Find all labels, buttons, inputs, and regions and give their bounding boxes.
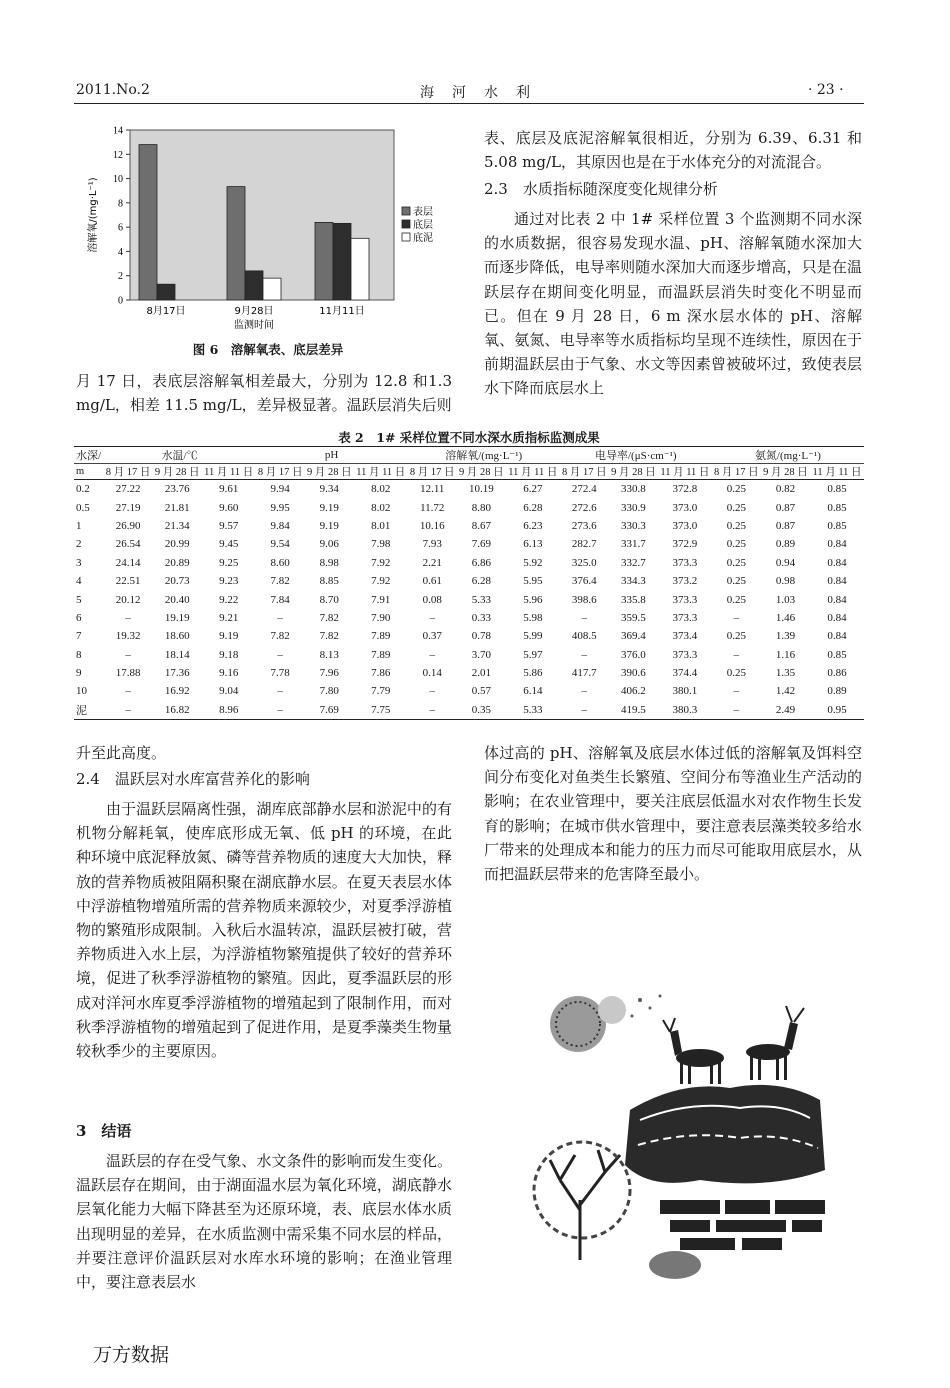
value-cell: 8.85	[319, 575, 339, 588]
value-cell: 8.13	[319, 648, 339, 661]
depth-cell: 3	[76, 556, 82, 569]
value-cell: 7.92	[371, 575, 391, 588]
date-header: 8 月 17 日	[104, 464, 153, 480]
value-cell: 0.87	[775, 501, 796, 514]
value-cell: 6.13	[523, 538, 543, 551]
table-row	[74, 590, 864, 608]
value-cell: 398.6	[571, 593, 597, 606]
value-cell: 0.89	[827, 685, 847, 698]
value-cell: 0.86	[827, 667, 847, 680]
value-cell: 0.25	[726, 575, 746, 588]
legend-swatch	[402, 233, 410, 241]
value-cell: 9.23	[219, 575, 239, 588]
value-cell: 335.8	[621, 593, 646, 606]
value-cell: 6.23	[523, 519, 543, 532]
bar-表层	[315, 222, 333, 300]
value-cell: 1.46	[775, 611, 796, 624]
value-cell: 376.4	[571, 575, 597, 588]
value-cell: 0.14	[422, 667, 442, 680]
value-cell: –	[125, 685, 131, 698]
dissolved-oxygen-bar-chart	[82, 120, 454, 338]
value-cell: 0.25	[726, 556, 746, 569]
value-cell: 0.84	[827, 556, 847, 569]
bar-底泥	[263, 278, 281, 300]
figure-6	[82, 120, 454, 338]
value-cell: 9.19	[319, 501, 339, 514]
value-cell: 359.5	[621, 611, 646, 624]
value-cell: 0.89	[775, 538, 796, 551]
date-header: 11 月 11 日	[506, 464, 560, 480]
depth-cell: 8	[76, 648, 82, 661]
value-cell: 7.86	[371, 667, 391, 680]
depth-cell: 9	[76, 667, 82, 680]
value-cell: 6.28	[523, 501, 543, 514]
value-cell: 11.72	[420, 501, 445, 514]
bar-底层	[245, 271, 263, 300]
value-cell: 1.42	[775, 685, 796, 698]
value-cell: 8.96	[202, 701, 256, 720]
deer-landscape-icon	[520, 960, 860, 1290]
value-cell: 408.5	[571, 630, 597, 643]
bar-底泥	[351, 238, 369, 300]
value-cell: –	[429, 648, 435, 661]
value-cell: 6.28	[471, 575, 491, 588]
value-cell: 0.33	[471, 611, 491, 624]
y-tick-label: 12	[113, 149, 123, 161]
right-top-paragraph-1: 表、底层及底泥溶解氧很相近，分别为 6.39、6.31 和 5.08 mg/L，其原因也是在于水体充分的对流混合。	[484, 129, 862, 172]
value-cell: –	[712, 701, 761, 720]
value-cell: –	[560, 701, 609, 720]
depth-unit-header: m	[74, 464, 104, 480]
value-cell: 27.19	[115, 501, 141, 514]
value-cell: –	[733, 611, 740, 624]
value-cell: 369.4	[621, 630, 646, 643]
value-cell: 21.81	[164, 501, 190, 514]
value-cell: 331.7	[621, 538, 646, 551]
depth-cell: 6	[76, 611, 82, 624]
value-cell: 330.9	[621, 501, 646, 514]
value-cell: –	[429, 611, 435, 624]
legend-swatch	[402, 220, 410, 228]
value-cell: 373.3	[672, 648, 698, 661]
value-cell: 10.16	[419, 519, 445, 532]
value-cell: 9.19	[219, 630, 239, 643]
value-cell: 7.84	[270, 593, 290, 606]
value-cell: 24.14	[115, 556, 141, 569]
value-cell: 5.96	[523, 593, 543, 606]
value-cell: 7.69	[305, 701, 354, 720]
value-cell: 19.19	[164, 611, 190, 624]
group-header-dissolved-oxygen: 溶解氧/(mg·L⁻¹)	[408, 447, 560, 464]
value-cell: 0.61	[422, 575, 442, 588]
table-row	[74, 480, 864, 499]
value-cell: 20.73	[164, 575, 190, 588]
value-cell: –	[277, 685, 283, 698]
value-cell: 7.93	[422, 538, 442, 551]
table-row	[74, 517, 864, 535]
value-cell: –	[581, 685, 588, 698]
value-cell: 372.8	[672, 483, 698, 496]
value-cell: 17.88	[115, 667, 141, 680]
value-cell: 18.14	[164, 648, 190, 661]
value-cell: 2.01	[471, 667, 491, 680]
depth-cell: 0.2	[76, 483, 90, 496]
value-cell: 5.33	[471, 593, 491, 606]
date-header: 8 月 17 日	[712, 464, 761, 480]
value-cell: –	[256, 701, 305, 720]
value-cell: 5.86	[523, 667, 543, 680]
value-cell: 419.5	[609, 701, 658, 720]
value-cell: 9.22	[219, 593, 239, 606]
section-2-4-heading: 2.4 温跃层对水库富营养化的影响	[76, 770, 310, 788]
value-cell: 7.82	[270, 630, 290, 643]
table-row	[74, 664, 864, 682]
value-cell: 0.98	[775, 575, 796, 588]
value-cell: 2.21	[422, 556, 442, 569]
value-cell: 5.95	[523, 575, 543, 588]
y-axis-label: 溶解氧/(mg·L⁻¹)	[88, 177, 99, 253]
date-header: 11 月 11 日	[658, 464, 712, 480]
value-cell: 9.25	[219, 556, 239, 569]
legend-label: 底层	[413, 220, 433, 231]
value-cell: 9.21	[219, 611, 239, 624]
x-tick-label: 9月28日	[234, 306, 274, 317]
y-tick-label: 10	[113, 174, 123, 186]
value-cell: 0.85	[827, 501, 847, 514]
value-cell: –	[733, 685, 740, 698]
date-header: 9 月 28 日	[153, 464, 202, 480]
value-cell: 332.7	[621, 556, 646, 569]
value-cell: 272.6	[571, 501, 597, 514]
value-cell: 373.0	[672, 501, 698, 514]
value-cell: 0.84	[827, 538, 847, 551]
value-cell: 7.80	[319, 685, 339, 698]
legend-swatch	[402, 207, 410, 215]
value-cell: –	[429, 685, 435, 698]
table-row	[74, 701, 864, 720]
value-cell: 373.4	[672, 630, 698, 643]
bar-表层	[139, 145, 157, 300]
value-cell: 6.86	[471, 556, 491, 569]
date-header: 9 月 28 日	[305, 464, 354, 480]
value-cell: 1.35	[775, 667, 796, 680]
x-axis-label: 监测时间	[234, 320, 274, 331]
value-cell: 0.25	[726, 538, 746, 551]
depth-cell: 2	[76, 538, 82, 551]
table-row	[74, 627, 864, 645]
value-cell: 7.75	[354, 701, 408, 720]
value-cell: 0.85	[827, 483, 847, 496]
value-cell: 0.25	[726, 667, 746, 680]
value-cell: 9.34	[319, 483, 339, 496]
value-cell: 9.60	[219, 501, 239, 514]
value-cell: 0.85	[827, 519, 847, 532]
date-header: 11 月 11 日	[202, 464, 256, 480]
header-journal-name: 海 河 水 利	[420, 85, 532, 101]
value-cell: 26.90	[115, 519, 141, 532]
value-cell: 18.60	[164, 630, 190, 643]
value-cell: 0.85	[827, 648, 847, 661]
value-cell: 9.06	[319, 538, 339, 551]
value-cell: 22.51	[115, 575, 141, 588]
value-cell: –	[125, 648, 131, 661]
section-3-heading: 3 结语	[76, 1122, 132, 1140]
bar-底层	[157, 284, 175, 300]
date-header: 9 月 28 日	[609, 464, 658, 480]
date-header: 11 月 11 日	[810, 464, 864, 480]
value-cell: 7.90	[371, 611, 391, 624]
value-cell: 0.25	[726, 483, 746, 496]
value-cell: 330.3	[621, 519, 646, 532]
x-tick-label: 8月17日	[146, 306, 186, 317]
value-cell: 0.84	[827, 593, 847, 606]
value-cell: 8.70	[319, 593, 339, 606]
value-cell: 406.2	[621, 685, 646, 698]
value-cell: 0.25	[726, 519, 746, 532]
value-cell: 7.82	[319, 611, 339, 624]
y-tick-label: 0	[118, 295, 123, 307]
value-cell: 7.78	[270, 667, 290, 680]
section-2-4-paragraph: 由于温跃层隔离性强，湖库底部静水层和淤泥中的有机物分解耗氧，使库底形成无氧、低 pH 的环境，在此种环境中底泥释放氮、磷等营养物质的速度大大加快，释放的营养物质被阻隔积聚在湖底静水层。在夏天表层水体中浮游植物增殖所需的营养物质来源较少，对夏季浮游植物的繁殖形成限制。入秋后水温转凉，温跃层被打破，营养物质进入水上层，为浮游植物繁殖提供了较好的营养环境，促进了秋季浮游植物的繁殖。因此，夏季温跃层的形成对洋河水库夏季浮游植物的增殖起到了限制作用，而对秋季浮游植物的增殖起到了促进作用，是夏季藻类生物量较秋季少的主要原因。	[76, 800, 452, 1061]
value-cell: 9.54	[270, 538, 290, 551]
bar-表层	[227, 187, 245, 300]
value-cell: 26.54	[115, 538, 141, 551]
value-cell: 5.99	[523, 630, 543, 643]
value-cell: 0.82	[775, 483, 796, 496]
date-header: 8 月 17 日	[408, 464, 457, 480]
value-cell: 10.19	[468, 483, 494, 496]
value-cell: –	[104, 701, 153, 720]
depth-cell: 泥	[74, 701, 104, 720]
value-cell: 1.39	[775, 630, 796, 643]
legend-label: 表层	[413, 207, 433, 218]
value-cell: 0.87	[775, 519, 796, 532]
value-cell: 8.02	[371, 501, 391, 514]
date-header: 11 月 11 日	[354, 464, 408, 480]
value-cell: 5.33	[506, 701, 560, 720]
depth-header: 水深/	[74, 447, 104, 464]
table-row	[74, 554, 864, 572]
bottom-right-paragraph: 体过高的 pH、溶解氧及底层水体过低的溶解氧及饵料空间分布变化对鱼类生长繁殖、空间分布等渔业生产活动的影响；在农业管理中，要关注底层低温水对农作物生长发育的影响；在城市供水管理中，要注意表层藻类较多给水厂带来的处理成本和能力的压力而尽可能取用底层水，从而把温跃层带来的危害降至最小。	[484, 744, 862, 884]
value-cell: 373.3	[672, 593, 698, 606]
value-cell: 374.4	[672, 667, 698, 680]
water-quality-table	[74, 446, 864, 720]
value-cell: 7.89	[371, 630, 391, 643]
value-cell: 0.84	[827, 611, 847, 624]
y-tick-label: 14	[113, 125, 123, 137]
right-top-paragraph-2: 通过对比表 2 中 1# 采样位置 3 个监测期不同水深的水质数据，很容易发现水温、pH、溶解氧随水深加大而逐步降低，电导率则随水深加大而逐步增高，只是在温跃层存在期间变化明显，而温跃层消失时变化不明显而已。但在 9 月 28 日，6 m 深水层水体的 pH、溶解氧、氨氮、电导率等水质指标均呈现不连续性，原因在于前期温跃层由于气象、水文等因素曾被破坏过，致使表层水下降而底层水上	[484, 210, 862, 398]
value-cell: 9.45	[219, 538, 239, 551]
value-cell: 5.98	[523, 611, 543, 624]
value-cell: 16.82	[153, 701, 202, 720]
value-cell: 23.76	[164, 483, 190, 496]
value-cell: 6.14	[523, 685, 543, 698]
value-cell: 380.3	[658, 701, 712, 720]
value-cell: 1.03	[775, 593, 796, 606]
value-cell: –	[581, 648, 588, 661]
value-cell: 20.40	[164, 593, 190, 606]
bottom-left-continuation: 升至此高度。	[76, 744, 167, 762]
value-cell: 390.6	[621, 667, 646, 680]
table-2	[74, 446, 864, 720]
value-cell: 372.9	[672, 538, 698, 551]
y-tick-label: 4	[118, 246, 123, 258]
value-cell: 20.89	[164, 556, 190, 569]
value-cell: 7.79	[371, 685, 391, 698]
decorative-illustration	[520, 960, 860, 1290]
value-cell: 9.18	[219, 648, 239, 661]
value-cell: –	[125, 611, 131, 624]
value-cell: 373.0	[672, 519, 698, 532]
value-cell: 27.22	[115, 483, 141, 496]
date-header: 8 月 17 日	[256, 464, 305, 480]
value-cell: 282.7	[571, 538, 597, 551]
value-cell: 7.96	[319, 667, 339, 680]
value-cell: 8.98	[319, 556, 339, 569]
header-page-number: · 23 ·	[808, 82, 844, 98]
value-cell: 0.37	[422, 630, 442, 643]
group-header-ph: pH	[256, 447, 408, 464]
group-header-temperature: 水温/℃	[104, 447, 256, 464]
table-row	[74, 572, 864, 590]
value-cell: 0.57	[471, 685, 491, 698]
header-journal-issue: 2011.No.2	[76, 82, 150, 98]
value-cell: 7.98	[371, 538, 391, 551]
y-tick-label: 6	[118, 222, 123, 234]
value-cell: 325.0	[571, 556, 597, 569]
value-cell: 9.95	[270, 501, 290, 514]
value-cell: 3.70	[471, 648, 491, 661]
section-2-3-heading: 2.3 水质指标随深度变化规律分析	[484, 180, 718, 198]
value-cell: 9.57	[219, 519, 239, 532]
value-cell: 330.8	[621, 483, 646, 496]
y-tick-label: 8	[118, 198, 123, 210]
value-cell: 417.7	[571, 667, 597, 680]
value-cell: 9.94	[270, 483, 290, 496]
table-row	[74, 682, 864, 700]
value-cell: 9.61	[219, 483, 239, 496]
value-cell: 5.92	[523, 556, 543, 569]
depth-cell: 5	[76, 593, 82, 606]
figure-6-caption: 图 6 溶解氧表、底层差异	[192, 342, 344, 357]
value-cell: 2.49	[761, 701, 810, 720]
legend-label: 底泥	[413, 233, 433, 244]
value-cell: 7.91	[371, 593, 391, 606]
value-cell: 7.82	[270, 575, 290, 588]
value-cell: 334.3	[621, 575, 646, 588]
value-cell: 21.34	[164, 519, 190, 532]
table-row	[74, 498, 864, 516]
value-cell: –	[408, 701, 457, 720]
depth-cell: 4	[76, 575, 82, 588]
value-cell: 7.92	[371, 556, 391, 569]
value-cell: 0.08	[422, 593, 442, 606]
value-cell: 20.99	[164, 538, 190, 551]
value-cell: 7.69	[471, 538, 491, 551]
value-cell: –	[733, 648, 740, 661]
table-row	[74, 646, 864, 664]
value-cell: 0.78	[471, 630, 491, 643]
value-cell: 17.36	[164, 667, 190, 680]
value-cell: 0.35	[457, 701, 506, 720]
value-cell: 0.94	[775, 556, 796, 569]
value-cell: 9.04	[219, 685, 239, 698]
value-cell: 6.27	[523, 483, 543, 496]
value-cell: 20.12	[115, 593, 141, 606]
table-row	[74, 609, 864, 627]
value-cell: –	[581, 611, 588, 624]
footer-watermark: 万方数据	[93, 1344, 170, 1366]
value-cell: 272.4	[571, 483, 597, 496]
value-cell: 0.25	[726, 630, 746, 643]
table-2-caption: 表 2 1# 采样位置不同水深水质指标监测成果	[338, 430, 600, 445]
value-cell: 9.16	[219, 667, 239, 680]
value-cell: 16.92	[164, 685, 190, 698]
depth-cell: 0.5	[76, 501, 90, 514]
group-header-ammonia: 氨氮/(mg·L⁻¹)	[712, 447, 864, 464]
value-cell: 0.95	[810, 701, 864, 720]
value-cell: –	[277, 611, 283, 624]
group-header-conductivity: 电导率/(μS·cm⁻¹)	[560, 447, 712, 464]
value-cell: 373.3	[672, 611, 698, 624]
value-cell: 0.25	[726, 593, 746, 606]
value-cell: 12.11	[420, 483, 445, 496]
value-cell: 9.84	[270, 519, 290, 532]
value-cell: 1.16	[775, 648, 796, 661]
left-top-paragraph: 月 17 日，表底层溶解氧相差最大，分别为 12.8 和1.3 mg/L，相差 11.5 mg/L，差异极显著。温跃层消失后则	[76, 372, 452, 415]
value-cell: 0.25	[726, 501, 746, 514]
table-row	[74, 535, 864, 553]
value-cell: 376.0	[621, 648, 646, 661]
value-cell: 8.80	[471, 501, 491, 514]
value-cell: 0.84	[827, 630, 847, 643]
depth-cell: 7	[76, 630, 82, 643]
header-rule	[74, 103, 864, 104]
date-header: 8 月 17 日	[560, 464, 609, 480]
depth-cell: 10	[76, 685, 87, 698]
value-cell: 8.01	[371, 519, 391, 532]
date-header: 9 月 28 日	[457, 464, 506, 480]
value-cell: 373.3	[672, 556, 698, 569]
value-cell: 380.1	[672, 685, 698, 698]
value-cell: 7.82	[319, 630, 339, 643]
conclusion-paragraph: 温跃层的存在受气象、水文条件的影响而发生变化。温跃层存在期间，由于湖面温水层为氧化环境，湖底静水层氧化能力大幅下降甚至为还原环境，表、底层水体水质出现明显的差异，在水质监测中需采集不同水层的样品，并要注意评价温跃层对水库水环境的影响；在渔业管理中，要注意表层水	[76, 1152, 452, 1292]
value-cell: –	[277, 648, 283, 661]
value-cell: 8.67	[471, 519, 491, 532]
value-cell: 273.6	[571, 519, 597, 532]
value-cell: 7.89	[371, 648, 391, 661]
value-cell: 373.2	[672, 575, 698, 588]
bar-底层	[333, 223, 351, 300]
value-cell: 0.84	[827, 575, 847, 588]
x-tick-label: 11月11日	[319, 306, 365, 317]
y-tick-label: 2	[118, 271, 123, 283]
value-cell: 8.02	[371, 483, 391, 496]
value-cell: 5.97	[523, 648, 543, 661]
value-cell: 9.19	[319, 519, 339, 532]
depth-cell: 1	[76, 519, 82, 532]
date-header: 9 月 28 日	[761, 464, 810, 480]
value-cell: 8.60	[270, 556, 290, 569]
value-cell: 19.32	[115, 630, 141, 643]
